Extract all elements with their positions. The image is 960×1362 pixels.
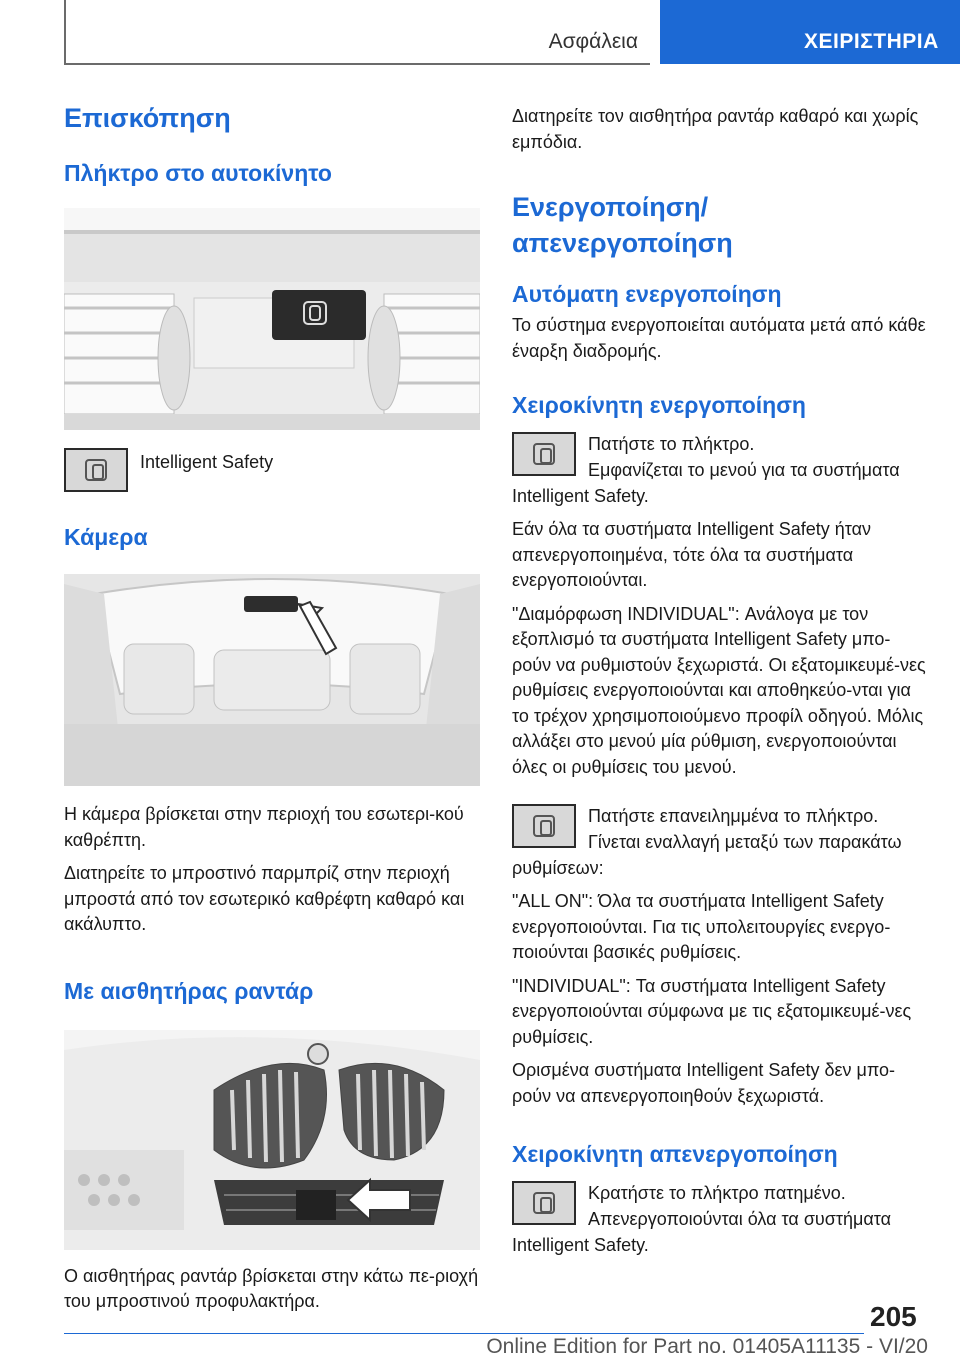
heading-radar-sensor: Με αισθητήρας ραντάρ [64, 977, 314, 1004]
automatic-activation-text: Το σύστημα ενεργοποιείται αυτόματα μετά από κάθε έναρξη διαδρομής. [512, 315, 926, 361]
all-on-text: "ALL ON": Όλα τα συστήματα Intelligent Safety ενεργοποιούνται. Για τις υπολειτουργίες ενεργο-ποιούνται βασικές ρυθμίσεις. [512, 891, 891, 962]
left-column [64, 96, 480, 1315]
header-divider [64, 0, 66, 64]
camera-keep-clean-text: Διατηρείτε το μπροστινό παρμπρίζ στην περιοχή μπροστά από τον εσωτερικό καθρέφτη καθαρό και ακάλυπτο. [64, 863, 465, 934]
page-number: 205 [870, 1301, 917, 1332]
heading-manual-activation: Χειροκίνητη ενεργοποίηση [512, 392, 806, 418]
edition-footer: Online Edition for Part no. 01405A11135 - VI/20 [486, 1335, 928, 1358]
heading-overview: Επισκόπηση [64, 103, 231, 133]
toggle-settings-text: Γίνεται εναλλαγή μεταξύ των παρακάτω ρυθμίσεων: [512, 832, 902, 878]
header-rule [64, 63, 650, 65]
car-interior-illustration [64, 574, 480, 786]
menu-appears-text: Εμφανίζεται το μενού για τα συστήματα Intelligent Safety. [512, 460, 900, 506]
intelligent-safety-icon [64, 448, 128, 492]
dashboard-illustration [64, 208, 480, 430]
camera-location-image [64, 574, 480, 786]
heading-automatic-activation: Αυτόματη ενεργοποίηση [512, 281, 782, 307]
intelligent-safety-icon [512, 432, 576, 476]
press-button-text: Πατήστε το πλήκτρο. [588, 434, 755, 454]
dashboard-button-image [64, 208, 480, 430]
radar-location-image [64, 1030, 480, 1250]
front-bumper-illustration [64, 1030, 480, 1250]
right-column [512, 104, 928, 1258]
intelligent-safety-icon [512, 1181, 576, 1225]
chapter-tab[interactable]: ΧΕΙΡΙΣΤΗΡΙΑ [660, 0, 960, 64]
hold-button-text: Κρατήστε το πλήκτρο πατημένο. [588, 1183, 846, 1203]
heading-manual-deactivation: Χειροκίνητη απενεργοποίηση [512, 1141, 838, 1167]
radar-keep-clean-text: Διατηρείτε τον αισθητήρα ραντάρ καθαρό και χωρίς εμπόδια. [512, 106, 919, 152]
deactivate-all-text: Απενεργοποιούνται όλα τα συστήματα Intelligent Safety. [512, 1209, 892, 1255]
camera-location-text: Η κάμερα βρίσκεται στην περιοχή του εσωτερι-κού καθρέπτη. [64, 804, 464, 850]
all-off-text: Εάν όλα τα συστήματα Intelligent Safety ήταν απενεργοποιημένα, τότε όλα τα συστήματα ενεργοποιούνται. [512, 519, 872, 590]
individual-settings-text: "INDIVIDUAL": Τα συστήματα Intelligent Safety ενεργοποιούνται σύμφωνα με τις εξατομικευμέ-νες ρυθμίσεις. [512, 975, 912, 1047]
heading-camera: Κάμερα [64, 524, 148, 550]
intelligent-safety-icon [512, 804, 576, 848]
radar-location-text: Ο αισθητήρας ραντάρ βρίσκεται στην κάτω πε-ριοχή του μπροστινού προφυλακτήρα. [64, 1265, 479, 1311]
icon-label: Intelligent Safety [140, 452, 274, 472]
cannot-deactivate-text: Ορισμένα συστήματα Intelligent Safety δεν μπο-ρούν να απενεργοποιηθούν ξεχωριστά. [512, 1060, 896, 1106]
individual-config-text: "Διαμόρφωση INDIVIDUAL": Ανάλογα με τον εξοπλισμό τα συστήματα Intelligent Safety μπο-ρούν να ρυθμιστούν ξεχωριστά. Οι εξατομικευμέ-νες ρυθμίσεις ενεργοποιούνται και αποθηκεύο-νται για το τρέχον χρησιμοποιούμενο προφίλ οδηγού. Μόλις αλλάξει στο μενού μία ρύθμιση, ενεργοποιούνται όλες οι ρυθμίσεις του μενού. [512, 603, 926, 777]
heading-activation-deactivation: Ενεργοποίηση/απενεργοποίηση [512, 192, 733, 258]
section-title: Ασφάλεια [548, 30, 638, 53]
icon-label-row [64, 448, 480, 492]
heading-button-in-vehicle: Πλήκτρο στο αυτοκίνητο [64, 160, 332, 186]
press-repeat-text: Πατήστε επανειλημμένα το πλήκτρο. [588, 806, 879, 826]
footer-rule [64, 1333, 864, 1334]
